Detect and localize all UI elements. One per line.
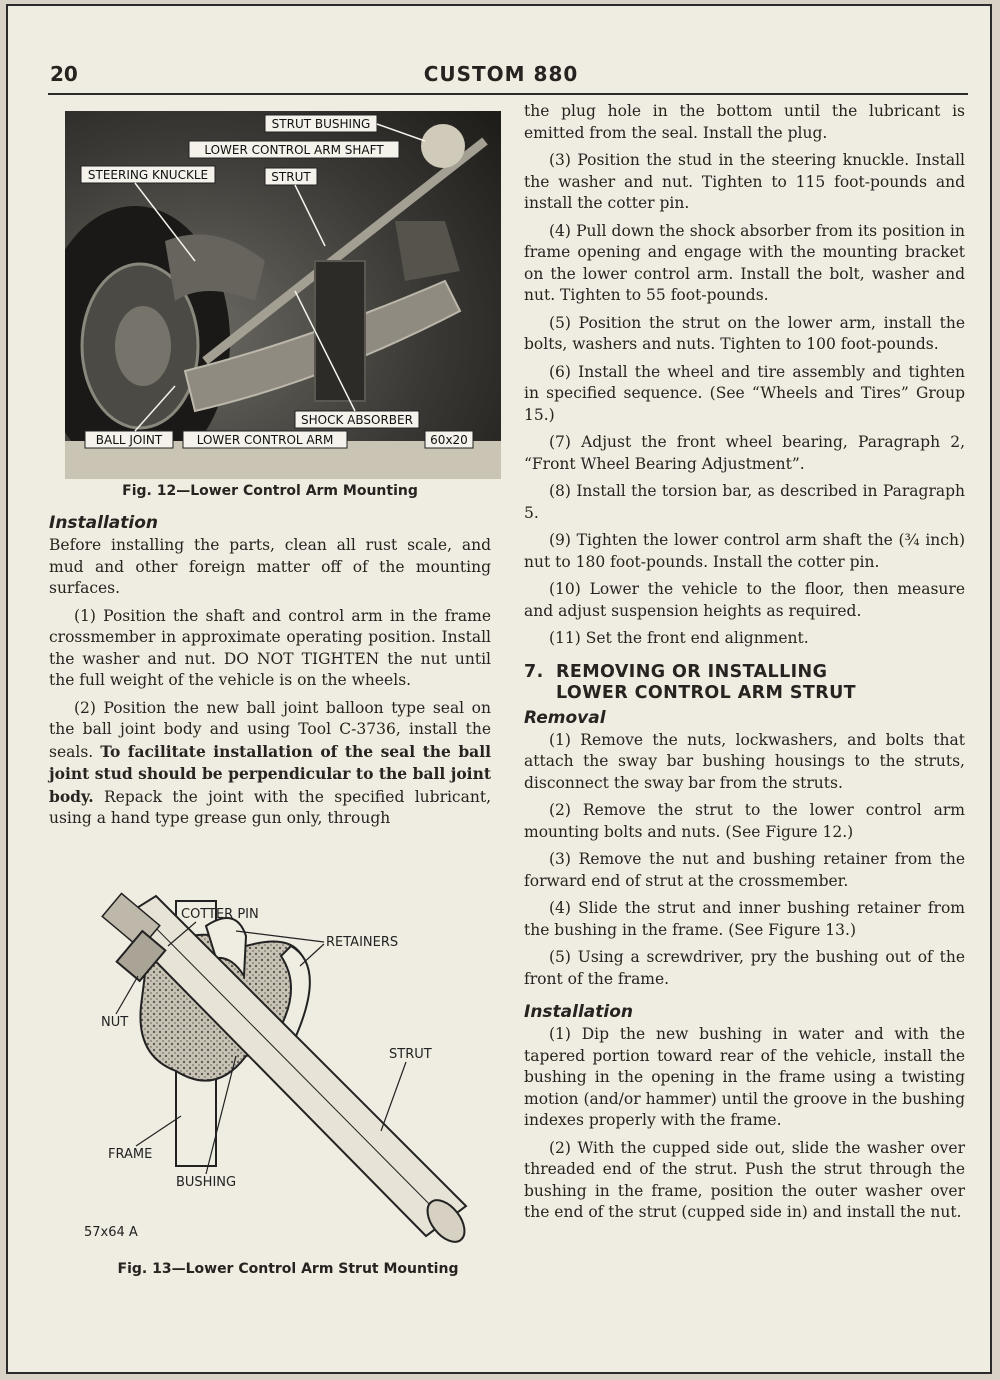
svg-text:LOWER CONTROL ARM: LOWER CONTROL ARM (196, 433, 334, 447)
svg-text:SHOCK ABSORBER: SHOCK ABSORBER (301, 413, 413, 427)
figure-13-drawing (56, 886, 476, 1271)
installation-step-3: (3) Position the stud in the steering knuckle. Install the washer and nut. Tighten to 115 foot-pounds and install the cotter pin. (524, 151, 965, 212)
installation-step-1: (1) Position the shaft and control arm in the frame crossmember in approximate operating position. Install the washer and nut. DO NOT TIGHTEN the nut until the full weight of the vehicle is on the wheels. (49, 606, 491, 689)
figure-13-caption: Fig. 13—Lower Control Arm Strut Mounting (117, 1261, 459, 1277)
installation-step-11: (11) Set the front end alignment. (549, 629, 809, 647)
figure-13-svg (56, 886, 476, 1271)
label-strut-fig13: STRUT (389, 1047, 432, 1062)
installation-step-6: (6) Install the wheel and tire assembly and tighten in specified sequence. (See “Wheels and Tires” Group 15.) (524, 362, 965, 424)
installation-step-8: (8) Install the torsion bar, as described in Paragraph 5. (524, 482, 965, 522)
step-2-bold-note: To facilitate installation of the seal the ball joint stud should be perpendicular to the ball joint body. (49, 741, 491, 806)
strut-installation-step-1: (1) Dip the new bushing in water and with the tapered portion toward rear of the vehicle, install the bushing in the opening in the frame using a twisting motion (and/or hammer) until the groove in the bushing indexes properly with the frame. (524, 1025, 965, 1129)
installation-heading-right: Installation (524, 1002, 634, 1022)
installation-step-2 (49, 698, 491, 830)
figure-12-svg (65, 111, 501, 479)
installation-step-4: (4) Pull down the shock absorber from its position in frame opening and engage with the mounting bracket on the lower control arm. Install the bolt, washer and nut. Tighten to 55 foot-pounds. (524, 221, 965, 304)
removal-step-3: (3) Remove the nut and bushing retainer from the forward end of strut at the crossmember. (524, 850, 965, 890)
manual-page (6, 4, 992, 1374)
section-7-heading (524, 662, 965, 704)
section-title-line-1: REMOVING OR INSTALLING (556, 661, 828, 682)
leader-retainers-1 (236, 931, 324, 942)
right-column (524, 101, 965, 1230)
leader-frame (136, 1116, 181, 1146)
label-bushing: BUSHING (176, 1175, 237, 1190)
label-lower-control-arm (183, 431, 347, 448)
leader-nut (116, 976, 138, 1014)
removal-heading: Removal (524, 707, 606, 728)
label-retainers: RETAINERS (326, 935, 399, 950)
installation-intro: Before installing the parts, clean all rust scale, and mud and other foreign matter off of the mounting surfaces. (49, 536, 491, 597)
running-header-title: CUSTOM 880 (423, 62, 579, 86)
figure-12-photo (65, 111, 501, 479)
label-nut: NUT (101, 1015, 129, 1030)
section-title-line-2: LOWER CONTROL ARM STRUT (556, 682, 857, 703)
removal-step-2: (2) Remove the strut to the lower control arm mounting bolts and nuts. (See Figure 12.) (524, 801, 965, 841)
removal-step-1: (1) Remove the nuts, lockwashers, and bolts that attach the sway bar bushing housings to the struts, disconnect the sway bar from the struts. (524, 730, 965, 792)
figure-13-code: 57x64 A (84, 1225, 138, 1240)
header-rule (48, 93, 968, 95)
label-lower-control-arm-shaft (189, 141, 399, 158)
figure-12-caption: Fig. 12—Lower Control Arm Mounting (122, 483, 418, 499)
strut-bushing-shape (421, 124, 465, 168)
removal-step-4: (4) Slide the strut and inner bushing retainer from the bushing in the frame. (See Figure 13.) (524, 899, 965, 939)
svg-text:BALL JOINT: BALL JOINT (95, 433, 163, 447)
section-number: 7. (524, 661, 544, 682)
page-number: 20 (50, 62, 78, 86)
step-2-text-b: Repack the joint with the specified lubricant, using a hand type grease gun only, through (49, 787, 491, 827)
leader-retainers-2 (300, 944, 324, 966)
installation-step-10: (10) Lower the vehicle to the floor, then measure and adjust suspension heights as required. (524, 580, 965, 620)
figure-12-code (425, 431, 473, 448)
installation-step-7: (7) Adjust the front wheel bearing, Paragraph 2, “Front Wheel Bearing Adjustment”. (524, 433, 965, 473)
svg-text:STRUT BUSHING: STRUT BUSHING (271, 117, 371, 131)
installation-heading-left: Installation (49, 513, 159, 533)
svg-text:STRUT: STRUT (271, 170, 311, 184)
hub-center-shape (115, 306, 171, 386)
leader-strut-fig13 (381, 1062, 406, 1131)
step-2-text-a: (2) Position the new ball joint balloon type seal on the ball joint body and using Tool C-3736, install the seals. (49, 698, 491, 761)
strut-installation-step-2: (2) With the cupped side out, slide the washer over threaded end of the strut. Push the strut through the bushing in the frame, position the outer washer over the end of the strut (cupped side in) and install the nut. (524, 1138, 965, 1221)
removal-step-5: (5) Using a screwdriver, pry the bushing out of the front of the frame. (524, 948, 965, 988)
installation-step-9: (9) Tighten the lower control arm shaft the (¾ inch) nut to 180 foot-pounds. Install the cotter pin. (524, 531, 965, 571)
svg-text:STEERING KNUCKLE: STEERING KNUCKLE (87, 168, 209, 182)
svg-text:60x20: 60x20 (430, 433, 468, 447)
continued-paragraph: the plug hole in the bottom until the lubricant is emitted from the seal. Install the plug. (524, 102, 965, 142)
label-cotter-pin: COTTER PIN (181, 907, 259, 922)
label-frame: FRAME (108, 1147, 153, 1162)
svg-text:LOWER CONTROL ARM SHAFT: LOWER CONTROL ARM SHAFT (204, 143, 384, 157)
left-column (49, 111, 491, 836)
installation-step-5: (5) Position the strut on the lower arm, install the bolts, washers and nuts. Tighten to 100 foot-pounds. (524, 313, 965, 353)
